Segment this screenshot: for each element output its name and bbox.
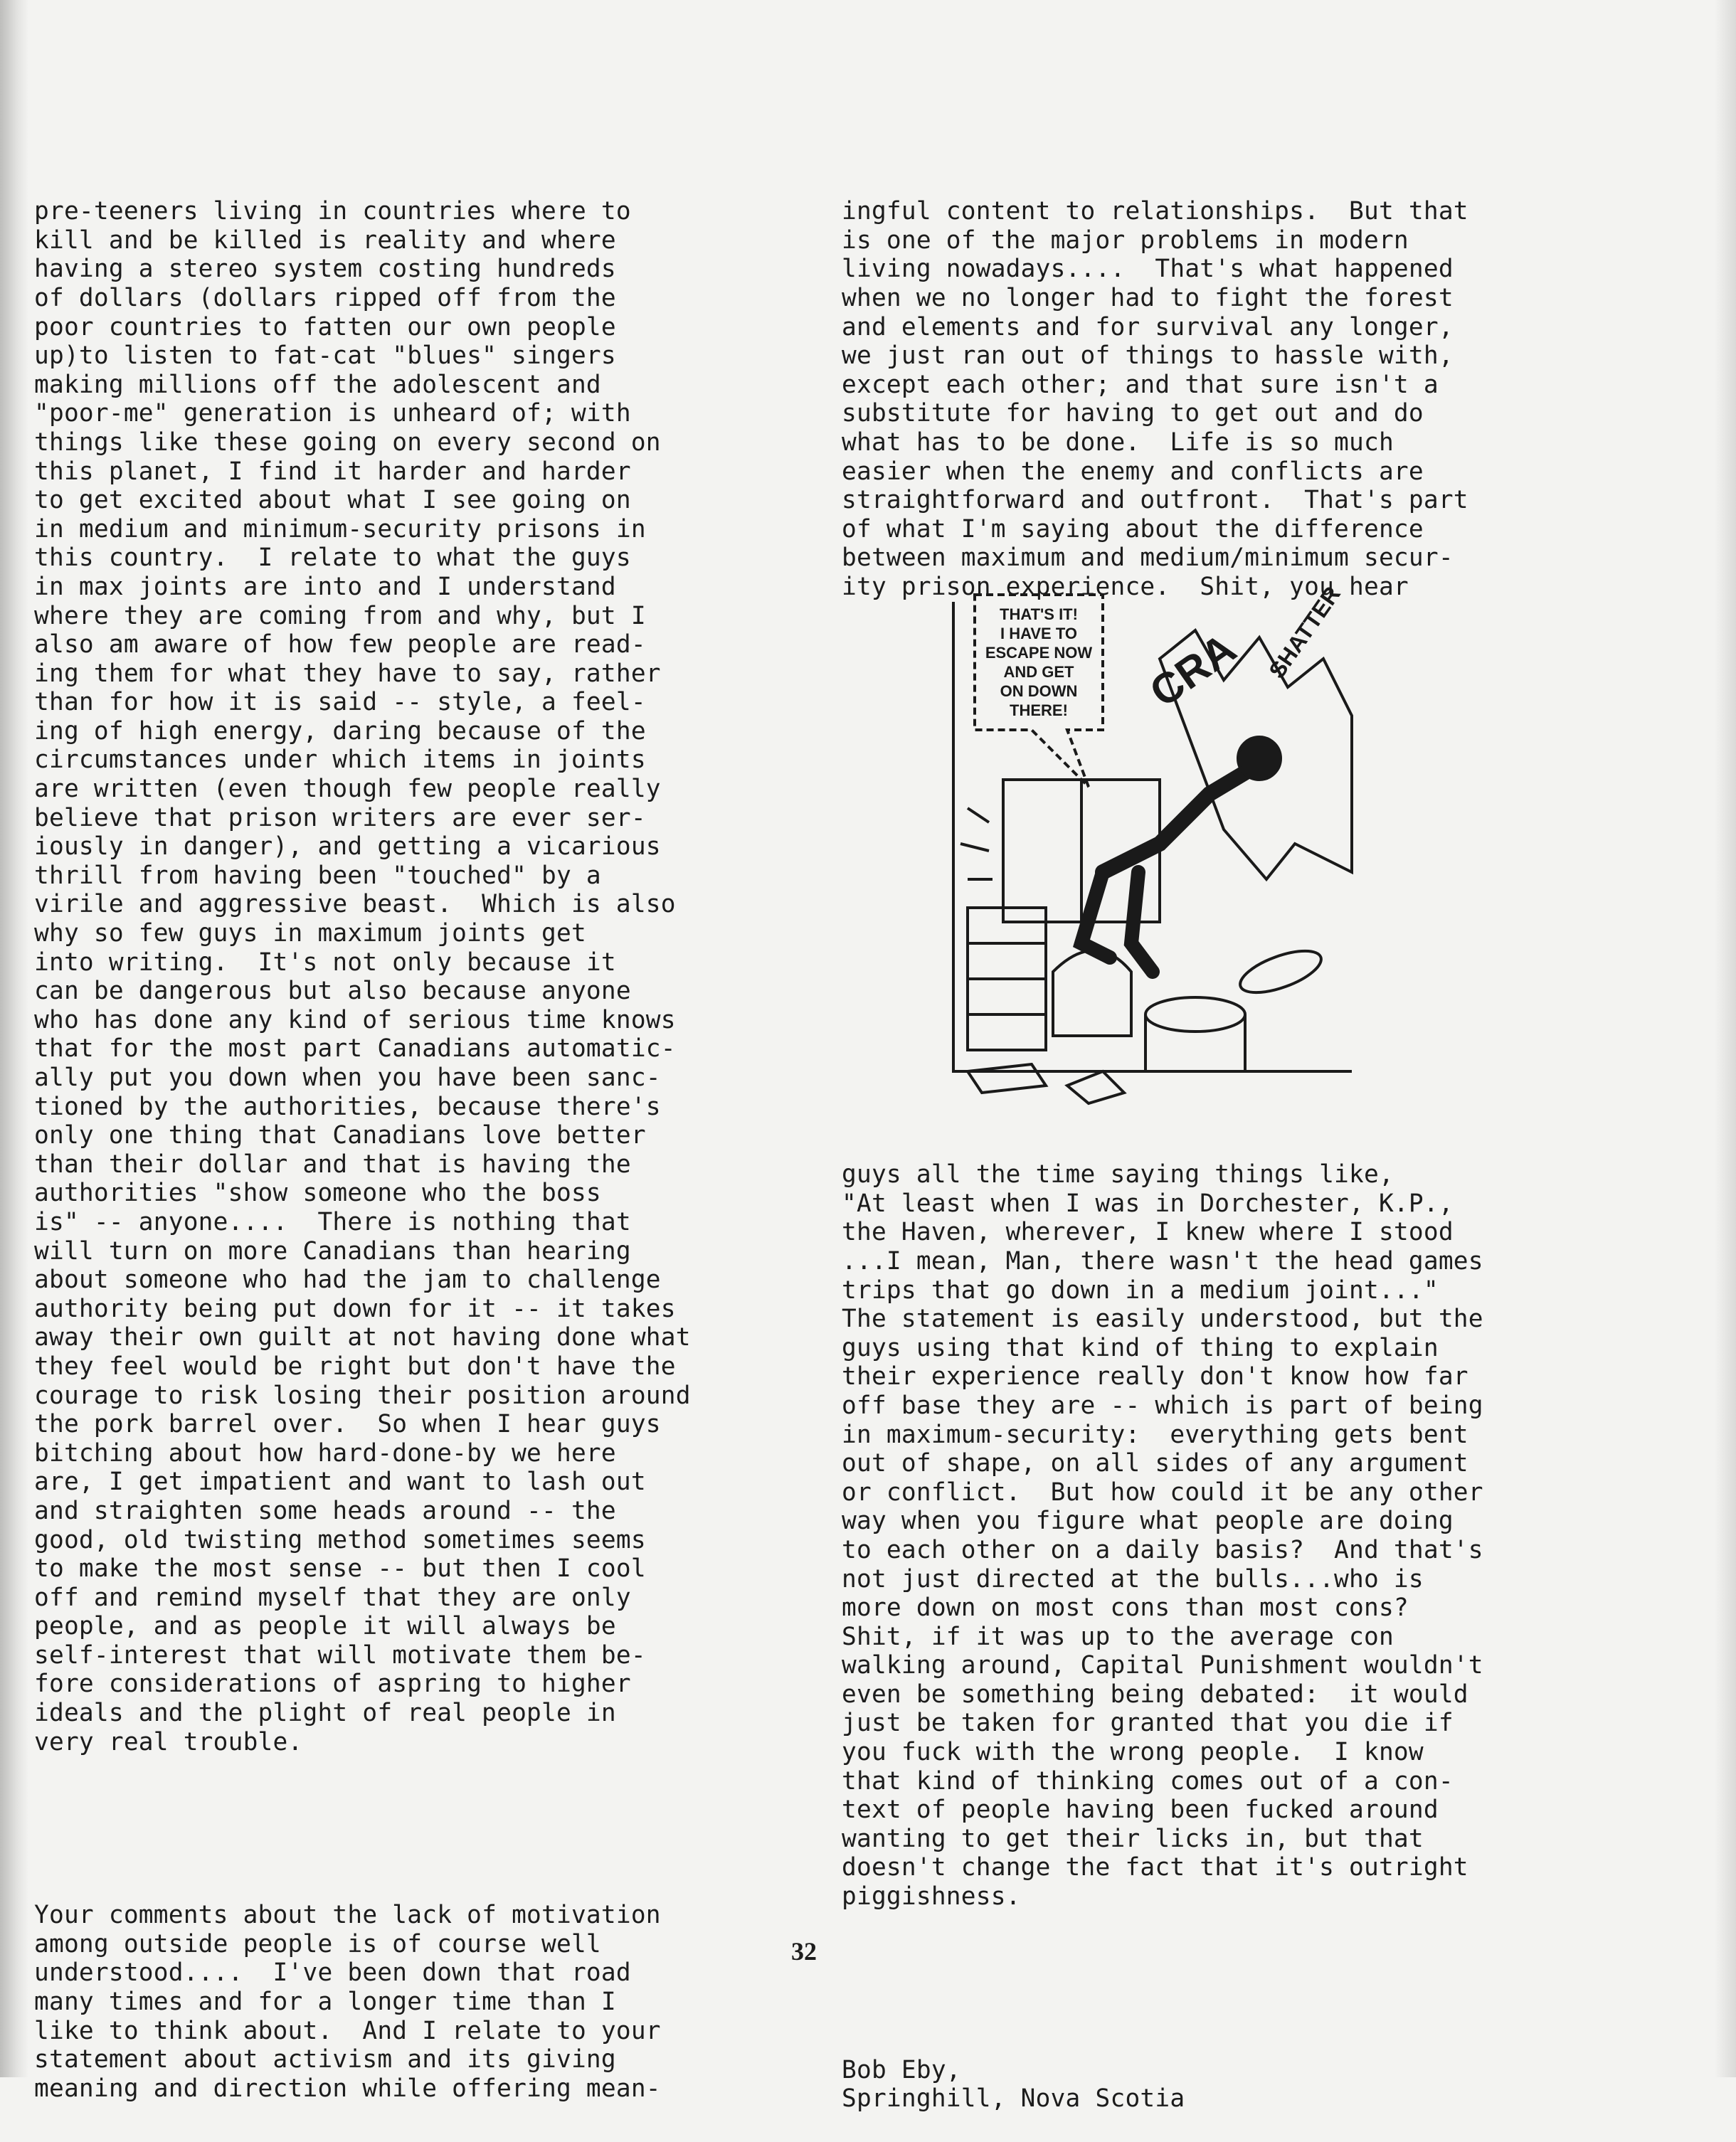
text-line: Springhill, Nova Scotia <box>842 2084 1185 2114</box>
text-line: into writing. It's not only because it <box>34 948 616 977</box>
left-column-text <box>34 139 803 2132</box>
page-edge-shadow <box>1715 0 1736 2077</box>
text-line: and straighten some heads around -- the <box>34 1496 616 1525</box>
text-line: understood.... I've been down that road <box>34 1958 631 1988</box>
text-line: among outside people is of course well <box>34 1929 601 1958</box>
text-line: good, old twisting method sometimes seems <box>34 1525 646 1554</box>
text-line: to each other on a daily basis? And that's <box>842 1535 1483 1564</box>
sound-effect-cra: CRA <box>1141 624 1244 716</box>
text-line: just be taken for granted that you die if <box>842 1709 1454 1738</box>
text-line: are written (even though few people really <box>34 775 661 804</box>
text-line: this country. I relate to what the guys <box>34 544 631 573</box>
text-line: meaning and direction while offering mean- <box>34 2074 661 2103</box>
text-line: of dollars (dollars ripped off from the <box>34 283 616 312</box>
text-line: guys using that kind of thing to explain <box>842 1333 1439 1362</box>
text-line: poor countries to fatten our own people <box>34 312 616 341</box>
text-line: Your comments about the lack of motivation <box>34 1901 661 1930</box>
text-line: between maximum and medium/minimum secur- <box>842 544 1454 573</box>
text-line: not just directed at the bulls...who is <box>842 1564 1424 1594</box>
text-line: than for how it is said -- style, a feel- <box>34 688 646 717</box>
text-line: trips that go down in a medium joint..." <box>842 1276 1439 1305</box>
text-line: people, and as people it will always be <box>34 1612 616 1641</box>
text-line: ing of high energy, daring because of the <box>34 716 646 746</box>
text-line: that kind of thinking comes out of a con- <box>842 1766 1454 1796</box>
left-paragraph-1 <box>34 197 803 1756</box>
text-line: making millions off the adolescent and <box>34 370 601 399</box>
drum-2 <box>1235 943 1326 1001</box>
text-line: doesn't change the fact that it's outright <box>842 1853 1468 1882</box>
text-line: about someone who had the jam to challenge <box>34 1266 661 1295</box>
text-line: in medium and minimum-security prisons in <box>34 514 646 544</box>
text-line: except each other; and that sure isn't a <box>842 370 1439 399</box>
text-line: ingful content to relationships. But that <box>842 197 1468 226</box>
text-line: away their own guilt at not having done what <box>34 1323 691 1352</box>
bubble-line-5: ON DOWN <box>1000 682 1078 700</box>
text-line: pre-teeners living in countries where to <box>34 197 631 226</box>
text-line: believe that prison writers are ever ser- <box>34 803 646 832</box>
text-line: many times and for a longer time than I <box>34 1988 616 2016</box>
text-line: kill and be killed is reality and where <box>34 226 616 255</box>
drum-1 <box>1145 997 1245 1032</box>
text-line: circumstances under which items in joints <box>34 746 646 775</box>
text-line: you fuck with the wrong people. I know <box>842 1738 1424 1767</box>
text-line: off and remind myself that they are only <box>34 1583 631 1612</box>
text-line: why so few guys in maximum joints get <box>34 919 586 948</box>
text-line: of what I'm saying about the difference <box>842 514 1424 544</box>
text-line: tioned by the authorities, because there's <box>34 1092 661 1121</box>
text-line: authorities "show someone who the boss <box>34 1179 601 1208</box>
speech-bubble-text <box>985 605 1093 719</box>
text-line: Shit, if it was up to the average con <box>842 1622 1394 1651</box>
text-line: is one of the major problems in modern <box>842 226 1409 255</box>
text-line: even be something being debated: it would <box>842 1680 1468 1709</box>
right-column-bottom-text <box>842 1103 1610 2142</box>
text-line: also am aware of how few people are read- <box>34 630 646 659</box>
bubble-line-1: THAT'S IT! <box>1000 605 1078 623</box>
text-line: out of shape, on all sides of any argument <box>842 1449 1468 1478</box>
text-line: their experience really don't know how far <box>842 1362 1468 1391</box>
sound-effect-shatter: SHATTER <box>1264 581 1346 684</box>
text-line: The statement is easily understood, but the <box>842 1305 1483 1334</box>
text-line: the Haven, wherever, I knew where I stood <box>842 1218 1454 1247</box>
text-line: off base they are -- which is part of being <box>842 1391 1483 1420</box>
text-line: only one thing that Canadians love better <box>34 1121 646 1150</box>
motion-lines <box>960 808 993 879</box>
escaping-figure <box>1103 773 1245 872</box>
text-line: Bob Eby, <box>842 2055 961 2084</box>
bubble-line-6: THERE! <box>1010 701 1068 719</box>
text-line: ing them for what they have to say, rather <box>34 659 661 688</box>
right-column-top-text <box>842 139 1610 630</box>
paragraph-gap <box>34 1814 803 1843</box>
page-binding-shadow <box>0 0 28 2077</box>
text-line: straightforward and outfront. That's part <box>842 486 1468 515</box>
text-line: walking around, Capital Punishment wouldn't <box>842 1651 1483 1680</box>
text-line: where they are coming from and why, but I <box>34 601 646 630</box>
text-line: way when you figure what people are doing <box>842 1507 1454 1536</box>
paragraph-gap <box>842 1969 1610 1998</box>
text-line: in max joints are into and I understand <box>34 572 616 601</box>
text-line: living nowadays.... That's what happened <box>842 255 1454 284</box>
text-line: that for the most part Canadians automatic- <box>34 1034 676 1064</box>
text-line: to get excited about what I see going on <box>34 486 631 515</box>
text-line: can be dangerous but also because anyone <box>34 977 631 1006</box>
text-line: iously in danger), and getting a vicarious <box>34 832 661 861</box>
text-line: will turn on more Canadians than hearing <box>34 1236 631 1266</box>
text-line: ideals and the plight of real people in <box>34 1699 616 1728</box>
text-line: who has done any kind of serious time knows <box>34 1005 676 1034</box>
text-line: statement about activism and its giving <box>34 2045 616 2074</box>
text-line: "poor-me" generation is unheard of; with <box>34 399 631 428</box>
left-paragraph-2 <box>34 1901 803 2103</box>
text-line: and elements and for survival any longer, <box>842 312 1454 341</box>
text-line: very real trouble. <box>34 1727 303 1756</box>
chair <box>1053 950 1131 1036</box>
page-number: 32 <box>791 1937 817 1966</box>
text-line: bitching about how hard-done-by we here <box>34 1438 616 1468</box>
text-line: are, I get impatient and want to lash out <box>34 1468 646 1497</box>
text-line: authority being put down for it -- it takes <box>34 1294 676 1323</box>
papers <box>968 1064 1046 1093</box>
text-line: easier when the enemy and conflicts are <box>842 457 1424 486</box>
right-paragraph-bottom <box>842 1160 1610 1911</box>
text-line: the pork barrel over. So when I hear guys <box>34 1410 661 1439</box>
text-line: like to think about. And I relate to your <box>34 2016 661 2045</box>
text-line: guys all the time saying things like, <box>842 1160 1394 1189</box>
text-line: "At least when I was in Dorchester, K.P., <box>842 1189 1454 1218</box>
text-line: text of people having been fucked around <box>842 1796 1439 1825</box>
text-line: thrill from having been "touched" by a <box>34 861 601 890</box>
text-line: they feel would be right but don't have the <box>34 1352 676 1381</box>
cartoon-illustration <box>925 573 1409 1114</box>
text-line: wanting to get their licks in, but that <box>842 1824 1424 1853</box>
text-line: piggishness. <box>842 1882 1021 1912</box>
bubble-line-3: ESCAPE NOW <box>985 644 1093 662</box>
text-line: is" -- anyone.... There is nothing that <box>34 1207 631 1236</box>
text-line: to make the most sense -- but then I cool <box>34 1554 646 1584</box>
text-line: than their dollar and that is having the <box>34 1150 631 1179</box>
author-signature <box>842 2056 1610 2114</box>
text-line: more down on most cons than most cons? <box>842 1594 1409 1623</box>
text-line: having a stereo system costing hundreds <box>34 255 616 284</box>
text-line: what has to be done. Life is so much <box>842 428 1394 457</box>
text-line: self-interest that will motivate them be- <box>34 1640 646 1670</box>
text-line: we just ran out of things to hassle with, <box>842 341 1454 371</box>
text-line: things like these going on every second on <box>34 428 661 457</box>
text-line: ...I mean, Man, there wasn't the head games <box>842 1246 1483 1276</box>
text-line: substitute for having to get out and do <box>842 399 1424 428</box>
text-line: or conflict. But how could it be any other <box>842 1478 1483 1507</box>
bubble-line-2: I HAVE TO <box>1000 625 1077 642</box>
text-line: courage to risk losing their position around <box>34 1381 691 1410</box>
text-line: fore considerations of aspring to higher <box>34 1670 631 1699</box>
text-line: this planet, I find it harder and harder <box>34 457 631 486</box>
right-paragraph-top <box>842 197 1610 601</box>
text-line: virile and aggressive beast. Which is also <box>34 890 676 919</box>
text-line: ally put you down when you have been sanc- <box>34 1064 661 1092</box>
text-line: up)to listen to fat-cat "blues" singers <box>34 341 616 371</box>
bubble-line-4: AND GET <box>1003 663 1074 681</box>
text-line: when we no longer had to fight the forest <box>842 283 1454 312</box>
text-line: ity prison experience. Shit, you hear <box>842 572 1409 601</box>
text-line: in maximum-security: everything gets bent <box>842 1420 1468 1449</box>
